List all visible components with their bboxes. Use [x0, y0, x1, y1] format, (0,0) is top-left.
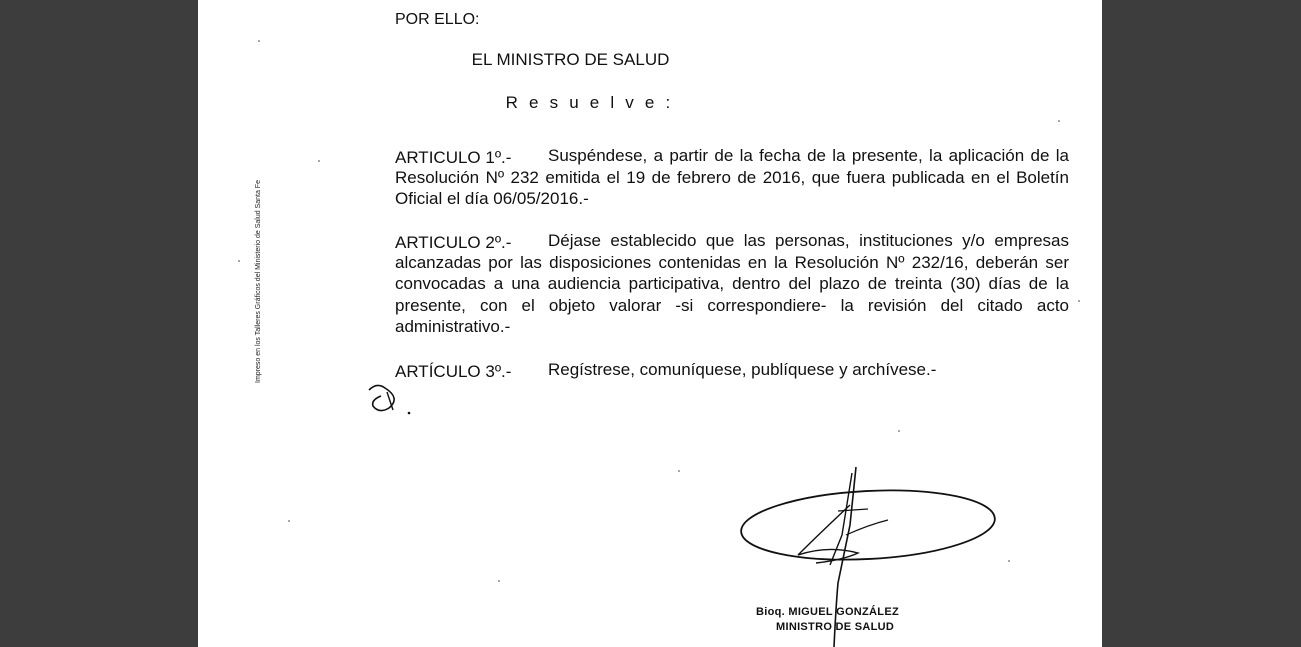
viewer-background-left: [0, 0, 198, 647]
article-1-text: [395, 145, 1069, 210]
article-2-text: [395, 230, 1069, 338]
article-2-label: ARTICULO 2º.-: [395, 233, 512, 252]
resolves-heading: R e s u e l v e :: [505, 93, 674, 112]
signature-image: [738, 465, 1008, 647]
article-3-label: ARTÍCULO 3º.-: [395, 362, 512, 381]
authority-title: EL MINISTRO DE SALUD: [471, 50, 670, 69]
article-1-label: ARTICULO 1º.-: [395, 148, 512, 167]
printer-margin-note: Impreso en los Talleres Gráficos del Ministerio de Salud Santa Fe: [255, 180, 262, 383]
handwritten-initial-mark: [363, 380, 423, 420]
signatory-name: Bioq. MIGUEL GONZÁLEZ: [756, 606, 899, 618]
article-1-body: Suspéndese, a partir de la fecha de la presente, la aplicación de la Resolución Nº 232 emitida el 19 de febrero de 2016, que fuera publicada en el Boletín Oficial el día 06/05/2016.-: [395, 146, 1069, 208]
document-page: [198, 0, 1102, 647]
intro-heading: POR ELLO:: [395, 11, 480, 28]
signatory-role: MINISTRO DE SALUD: [776, 621, 895, 633]
article-2-body: Déjase establecido que las personas, instituciones y/o empresas alcanzadas por las disposiciones contenidas en la Resolución Nº 232/16, deberán ser convocadas a una audiencia participativa, dentro del plazo de treinta (30) días de la presente, con el objeto valorar -si correspondiere- la revisión del citado acto administrativo.-: [395, 231, 1069, 336]
article-3-text: Regístrese, comuníquese, publíquese y archívese.-: [548, 360, 937, 379]
viewer-background-right: [1102, 0, 1301, 647]
